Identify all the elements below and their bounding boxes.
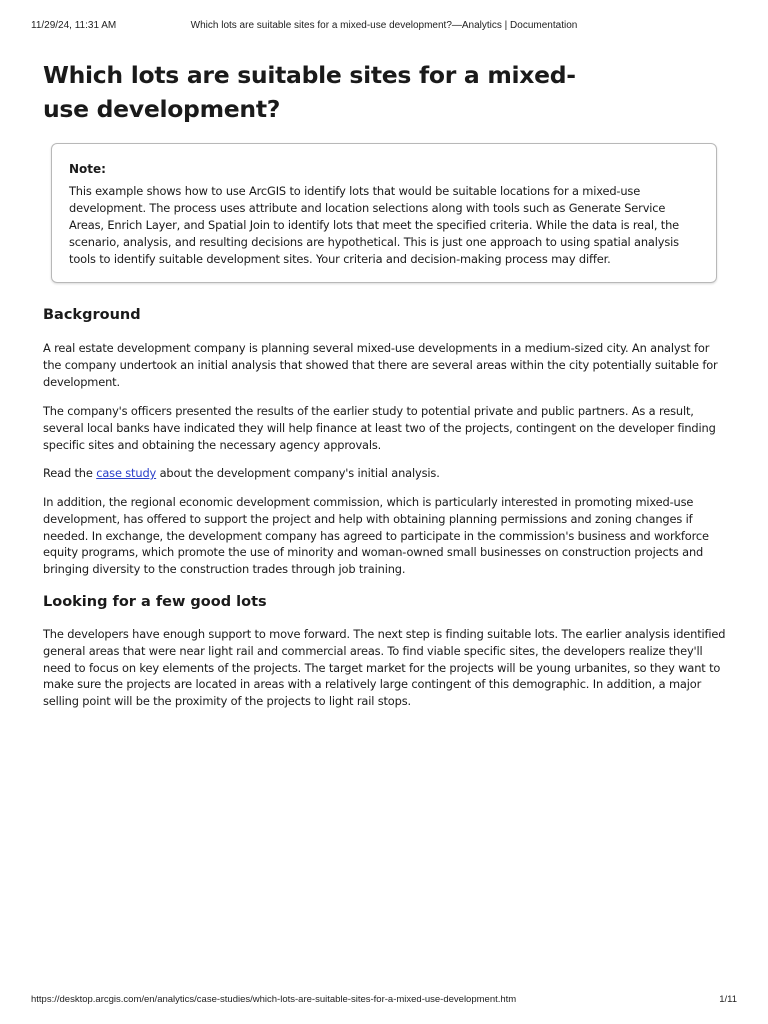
p3-text-after: about the development company's initial analysis. (156, 466, 440, 480)
good-lots-paragraph-1: The developers have enough support to move forward. The next step is finding suitable lots. The earlier analysis identified general areas that were near light rail and commercial areas. To find viable specific sites, the developers realize they'll need to focus on key elements of the projects. The target market for the projects will be young urbanites, so they want to make sure the projects are located in areas with a relatively large contingent of this demographic. In addition, a major selling point will be the proximity of the projects to light rail stops. (43, 627, 726, 709)
print-footer-url: https://desktop.arcgis.com/en/analytics/case-studies/which-lots-are-suitable-sites-for-a-mixed-use-development.htm (31, 994, 517, 1005)
background-paragraph-3 (43, 465, 727, 482)
note-text: This example shows how to use ArcGIS to identify lots that would be suitable locations for a mixed-use development. The process uses attribute and location selections along with tools such as Generate Service Areas, Enrich Layer, and Spatial Join to identify lots that meet the specified criteria. While the data is real, the scenario, analysis, and resulting decisions are hypothetical. This is just one approach to using spatial analysis tools to identify suitable development sites. Your criteria and decision-making process may differ. (69, 184, 680, 266)
case-study-link[interactable]: case study (96, 466, 157, 480)
background-paragraph-2: The company's officers presented the results of the earlier study to potential private and public partners. As a result, several local banks have indicated they will help finance at least two of the projects, contingent on the developer finding specific sites and obtaining the necessary agency approvals. (43, 404, 716, 452)
print-header-title: Which lots are suitable sites for a mixed-use development?—Analytics | Documentation (190, 20, 578, 31)
note-box (51, 143, 717, 283)
page-title: Which lots are suitable sites for a mixed-use development? (43, 61, 576, 123)
print-footer-page-number: 1/11 (719, 994, 737, 1005)
print-header-datetime: 11/29/24, 11:31 AM (31, 20, 117, 31)
background-heading: Background (43, 307, 141, 323)
background-paragraph-4: In addition, the regional economic development commission, which is particularly interested in promoting mixed-use development, has offered to support the project and help with obtaining planning permissions and zoning changes if needed. In exchange, the development company has agreed to participate in the commission's business and workforce equity programs, which promote the use of minority and woman-owned small businesses on construction projects and bringing diversity to the construction trades through job training. (43, 495, 709, 577)
note-label: Note: (69, 162, 106, 176)
background-paragraph-1: A real estate development company is planning several mixed-use developments in a medium-sized city. An analyst for the company undertook an initial analysis that showed that there are several areas within the city potentially suitable for development. (43, 341, 718, 389)
good-lots-heading: Looking for a few good lots (43, 594, 267, 610)
p3-text-before: Read the (43, 466, 97, 480)
